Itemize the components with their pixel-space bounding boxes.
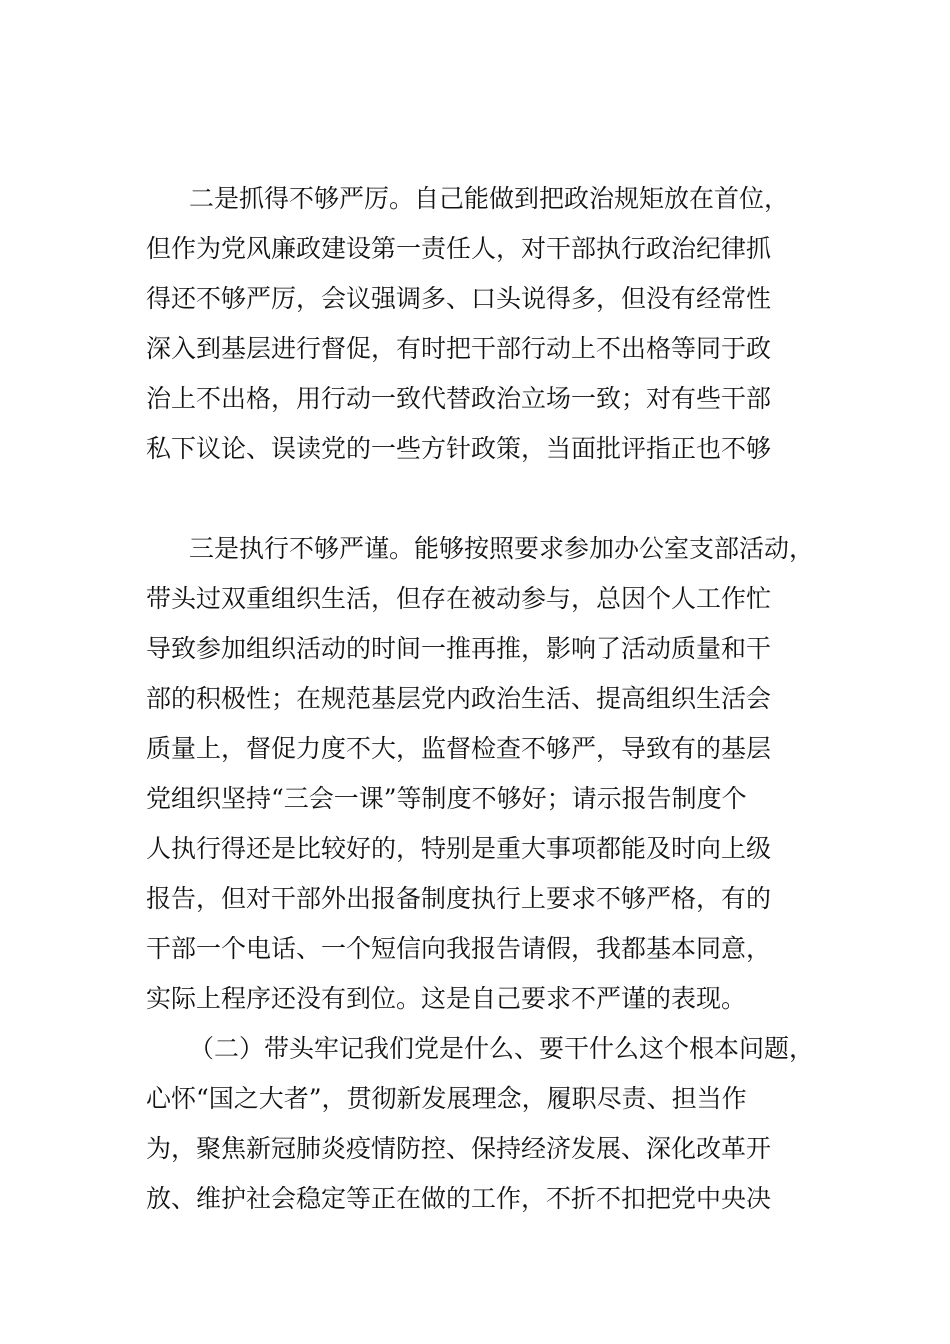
paragraph-2-line-1: 三是执行不够严谨。能够按照要求参加办公室支部活动， [189,534,815,563]
paragraph-3-line-3: 为，聚焦新冠肺炎疫情防控、保持经济发展、深化改革开 [146,1134,772,1163]
paragraph-2-line-7: 人执行得还是比较好的，特别是重大事项都能及时向上级 [146,834,772,863]
paragraph-1-line-2: 但作为党风廉政建设第一责任人，对干部执行政治纪律抓 [146,234,772,263]
paragraph-1-line-3: 得还不够严厉，会议强调多、口头说得多，但没有经常性 [146,284,772,313]
paragraph-2-line-10: 实际上程序还没有到位。这是自己要求不严谨的表现。 [146,984,747,1013]
paragraph-1-line-6: 私下议论、误读党的一些方针政策，当面批评指正也不够 [146,434,772,463]
paragraph-2-line-5: 质量上，督促力度不大，监督检查不够严，导致有的基层 [146,734,772,763]
paragraph-2-line-4: 部的积极性；在规范基层党内政治生活、提高组织生活会 [146,684,772,713]
paragraph-2-line-8: 报告，但对干部外出报备制度执行上要求不够严格，有的 [146,884,772,913]
paragraph-2-line-6: 党组织坚持“三会一课”等制度不够好；请示报告制度个 [146,784,747,813]
paragraph-2-line-2: 带头过双重组织生活，但存在被动参与，总因个人工作忙 [146,584,772,613]
paragraph-3-line-4: 放、维护社会稳定等正在做的工作，不折不扣把党中央决 [146,1184,772,1213]
paragraph-1-line-1: 二是抓得不够严厉。自己能做到把政治规矩放在首位， [189,184,790,213]
paragraph-2-line-3: 导致参加组织活动的时间一推再推，影响了活动质量和干 [146,634,772,663]
paragraph-1-line-4: 深入到基层进行督促，有时把干部行动上不出格等同于政 [146,334,772,363]
paragraph-3-line-2: 心怀“国之大者”，贯彻新发展理念，履职尽责、担当作 [146,1084,747,1113]
paragraph-3-line-1: （二）带头牢记我们党是什么、要干什么这个根本问题， [189,1034,815,1063]
paragraph-1-line-5: 治上不出格，用行动一致代替政治立场一致；对有些干部 [146,384,772,413]
paragraph-2-line-9: 干部一个电话、一个短信向我报告请假，我都基本同意， [146,934,772,963]
